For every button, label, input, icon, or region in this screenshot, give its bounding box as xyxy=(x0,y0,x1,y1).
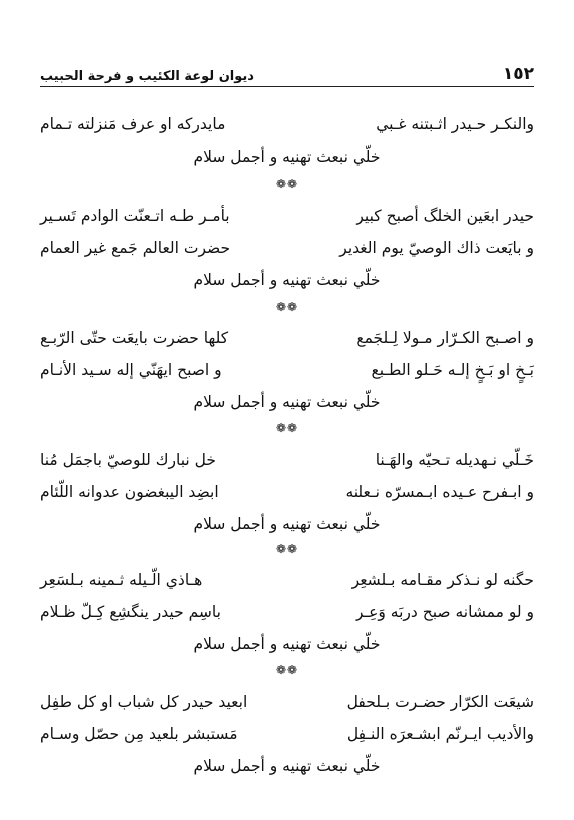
refrain-line: خلّي نبعث تهنيه و أجمل سلام xyxy=(193,515,381,533)
verse-second-hemistich: ابضِد اليبغضون عدوانه اللّئام xyxy=(40,483,219,501)
ornament-divider: ❁❁ xyxy=(275,542,299,556)
verse-second-hemistich: و اصبح ايهَنّي إله سـيد الأنـام xyxy=(40,361,222,379)
verse-line xyxy=(40,566,534,594)
verse-line xyxy=(40,202,534,230)
verse-second-hemistich: حضرت العالم جَمع غير العمام xyxy=(40,239,231,257)
refrain-line: خلّي نبعث تهنيه و أجمل سلام xyxy=(193,271,381,289)
ornament-divider: ❁❁ xyxy=(275,421,299,435)
verse-second-hemistich: هـاذي الّـيله ثـمينه بـلسَعِر xyxy=(40,571,203,589)
page-header xyxy=(40,60,534,84)
verse-second-hemistich: باسِم حيدر ينگشِع كِـلّ ظـلام xyxy=(40,603,221,621)
refrain-line: خلّي نبعث تهنيه و أجمل سلام xyxy=(193,757,381,775)
verse-line xyxy=(40,446,534,474)
verse-first-hemistich: والأديب ايـرنّم ابشـعرَه النـفِل xyxy=(346,725,534,743)
verse-line xyxy=(40,324,534,352)
verse-first-hemistich: و بايَعت ذاك الوصيّ يوم الغدير xyxy=(339,239,534,257)
header-rule xyxy=(40,86,534,87)
verse-first-hemistich: شيعَت الكرّار حضـرت بـلحفل xyxy=(346,693,534,711)
verse-second-hemistich: خل نبارك للوصيّ باجمَل مُنا xyxy=(40,451,216,469)
refrain-line: خلّي نبعث تهنيه و أجمل سلام xyxy=(193,148,381,166)
verse-first-hemistich: و لو ممشانه صبح دربَه وَعِـر xyxy=(356,603,534,621)
ornament-divider: ❁❁ xyxy=(275,663,299,677)
page-number: ١٥٢ xyxy=(502,64,534,84)
verse-first-hemistich: و ابـفرح عـيده ابـمسرّه نـعلنه xyxy=(345,483,534,501)
verse-line xyxy=(40,720,534,748)
verse-line xyxy=(40,110,534,138)
ornament-divider: ❁❁ xyxy=(275,300,299,314)
verse-first-hemistich: حيدر ابعَين الخلگ أصبح كبير xyxy=(356,207,534,225)
verse-second-hemistich: مَستبشر بلعيد مِن حصّل وسـام xyxy=(40,725,238,743)
running-title: ديوان لوعة الكئيب و فرحة الحبيب xyxy=(40,69,254,84)
verse-first-hemistich: حگنه لو نـذكر مقـامه بـلشعِر xyxy=(351,571,534,589)
refrain-line: خلّي نبعث تهنيه و أجمل سلام xyxy=(193,393,381,411)
ornament-divider: ❁❁ xyxy=(275,177,299,191)
verse-first-hemistich: خَـلّي نـهديله تـحيّه والهَـنا xyxy=(375,451,534,469)
verse-second-hemistich: بأمـر طـه اتـعنّت الوادم تَسـير xyxy=(40,207,230,225)
verse-first-hemistich: والنكـر حـيدر اثـبتنه غـبي xyxy=(376,115,534,133)
refrain-line: خلّي نبعث تهنيه و أجمل سلام xyxy=(193,635,381,653)
verse-line xyxy=(40,356,534,384)
verse-line xyxy=(40,234,534,262)
verse-line xyxy=(40,478,534,506)
verse-first-hemistich: بَـخٍ او بَـخٍ إلـه حَـلو الطـبع xyxy=(371,361,534,379)
verse-second-hemistich: ابعيد حيدر كل شباب او كل طفِل xyxy=(40,693,248,711)
verse-second-hemistich: مايدركه او عرف مَنزلته تـمام xyxy=(40,115,226,133)
verse-line xyxy=(40,688,534,716)
verse-first-hemistich: و اصـبح الكـرّار مـولا لِـلجَمع xyxy=(356,329,534,347)
verse-line xyxy=(40,598,534,626)
verse-second-hemistich: كلها حضرت بايعَت حتّى الرّبـع xyxy=(40,329,229,347)
